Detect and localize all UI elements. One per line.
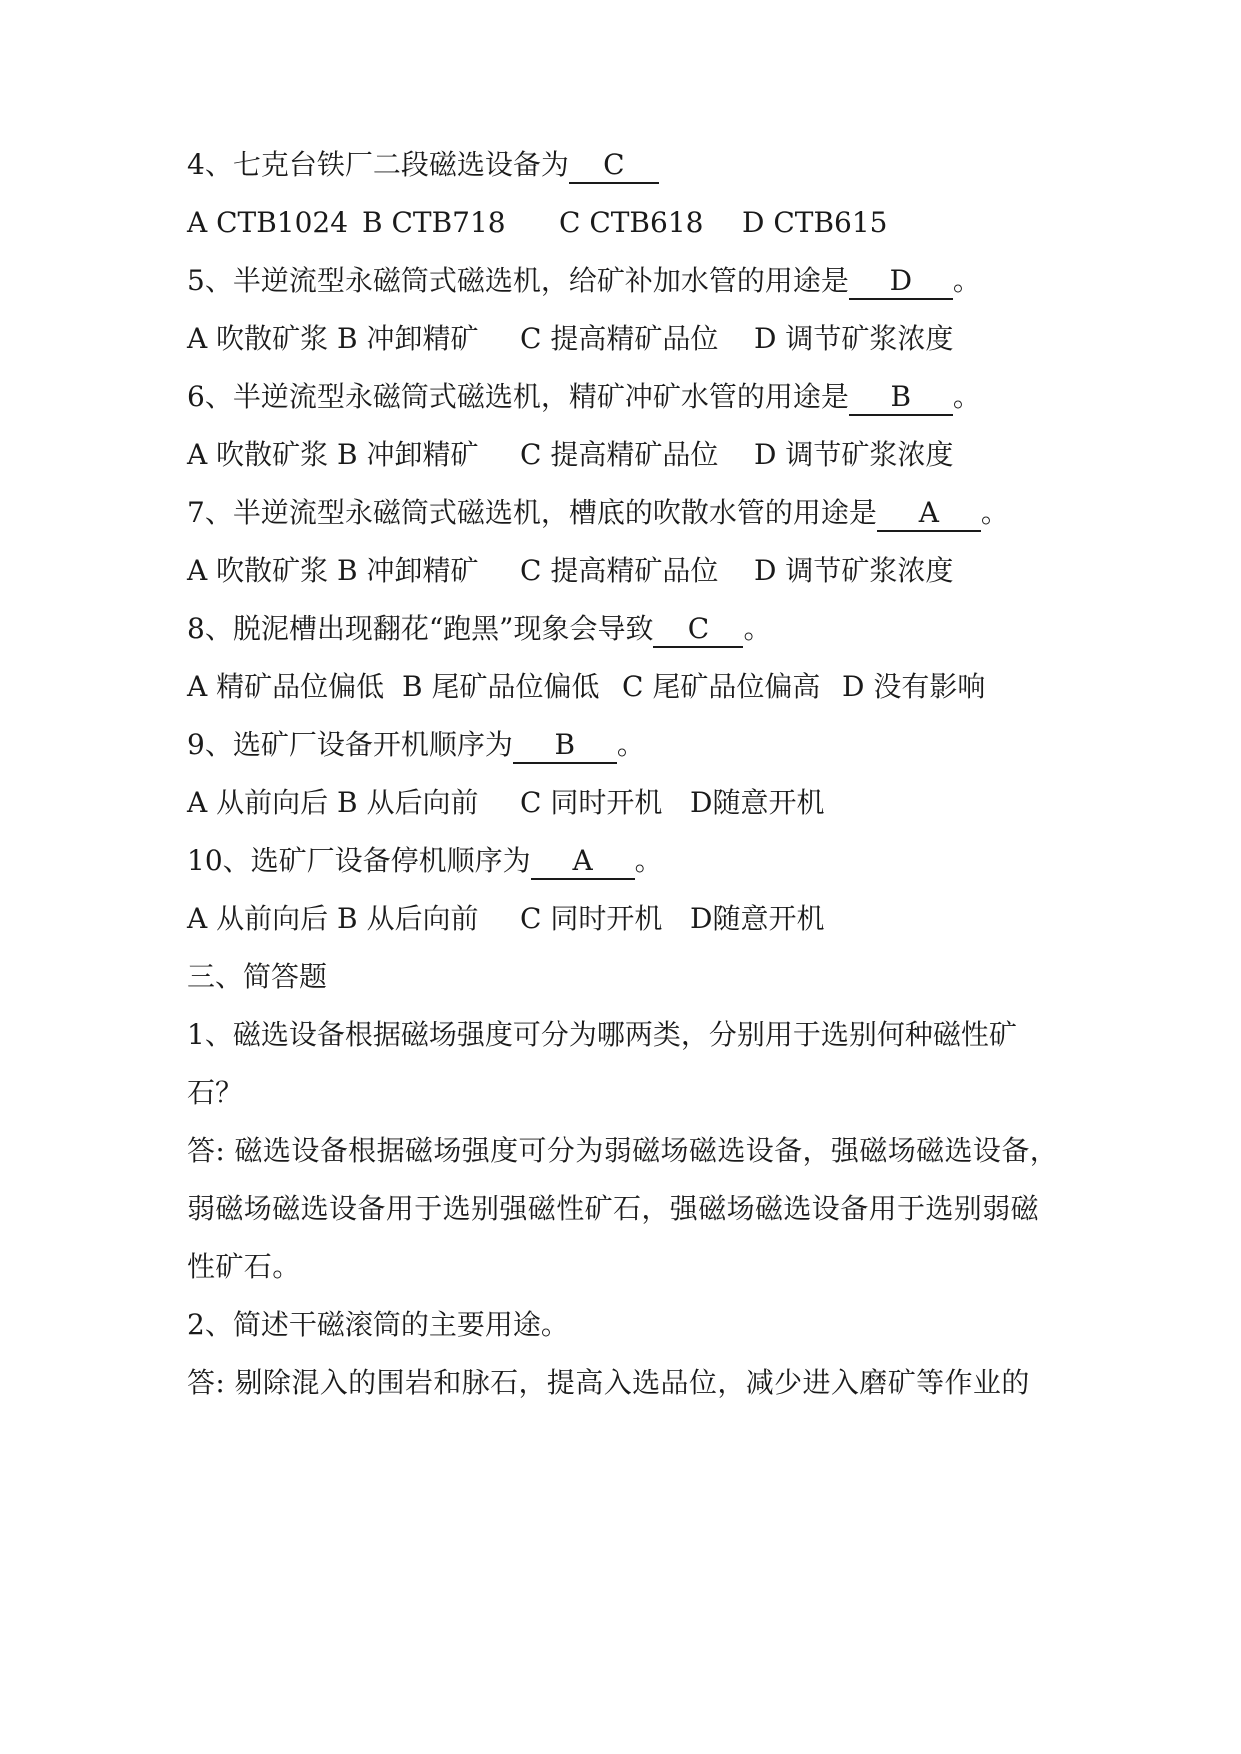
option-d: D CTB615 xyxy=(742,206,888,239)
short-answer-1-line-1: 答: 磁选设备根据磁场强度可分为弱磁场磁选设备，强磁场磁选设备， xyxy=(187,1134,1059,1167)
option-c: C 同时开机 xyxy=(520,786,663,819)
option-b: B 冲卸精矿 xyxy=(337,554,479,587)
option-a: A 精矿品位偏低 xyxy=(187,670,385,703)
answer-blank: D xyxy=(849,266,953,300)
option-b: B 冲卸精矿 xyxy=(337,438,479,471)
option-c: C 尾矿品位偏高 xyxy=(622,670,821,703)
answer-blank: A xyxy=(877,498,981,532)
question-suffix: 。 xyxy=(952,380,981,413)
question-9-stem xyxy=(187,725,1067,765)
question-number: 5、 xyxy=(187,264,233,297)
option-d: D 调节矿浆浓度 xyxy=(754,438,954,471)
short-answer-2-line-1: 答: 剔除混入的围岩和脉石，提高入选品位，减少进入磨矿等作业的 xyxy=(187,1366,1030,1399)
option-c: C 提高精矿品位 xyxy=(520,438,719,471)
short-answer-1-line-3: 性矿石。 xyxy=(187,1250,301,1283)
question-text: 七克台铁厂二段磁选设备为 xyxy=(232,148,569,181)
question-number: 8、 xyxy=(187,612,233,645)
question-text: 选矿厂设备停机顺序为 xyxy=(250,844,531,877)
short-answer-1-line-2: 弱磁场磁选设备用于选别强磁性矿石，强磁场磁选设备用于选别弱磁 xyxy=(187,1192,1040,1225)
option-b: B 从后向前 xyxy=(337,902,479,935)
question-suffix: 。 xyxy=(980,496,1009,529)
section-title: 三、简答题 xyxy=(187,960,328,993)
option-a: A CTB1024 xyxy=(187,206,349,239)
short-question-2-line-1: 2、简述干磁滚筒的主要用途。 xyxy=(187,1308,569,1341)
question-number: 9、 xyxy=(187,728,233,761)
answer-blank: B xyxy=(849,382,953,416)
question-text: 半逆流型永磁筒式磁选机，给矿补加水管的用途是 xyxy=(232,264,849,297)
option-a: A 吹散矿浆 xyxy=(187,322,329,355)
answer-blank: C xyxy=(569,150,659,184)
option-d: D 调节矿浆浓度 xyxy=(754,554,954,587)
question-6-stem xyxy=(187,377,1067,417)
question-7-stem xyxy=(187,493,1067,533)
option-b: B 从后向前 xyxy=(337,786,479,819)
question-text: 选矿厂设备开机顺序为 xyxy=(232,728,513,761)
option-c: C 同时开机 xyxy=(520,902,663,935)
question-10-stem xyxy=(187,841,1067,881)
question-text: 半逆流型永磁筒式磁选机，精矿冲矿水管的用途是 xyxy=(232,380,849,413)
option-d: D随意开机 xyxy=(690,902,825,935)
option-b: B 冲卸精矿 xyxy=(337,322,479,355)
option-a: A 从前向后 xyxy=(187,902,329,935)
short-question-1-line-2: 石？ xyxy=(187,1076,244,1109)
option-a: A 从前向后 xyxy=(187,786,329,819)
option-d: D随意开机 xyxy=(690,786,825,819)
question-suffix: 。 xyxy=(743,612,772,645)
question-5-stem xyxy=(187,261,1067,301)
question-4-stem xyxy=(187,145,1067,185)
answer-blank: C xyxy=(653,614,743,648)
question-text: 半逆流型永磁筒式磁选机，槽底的吹散水管的用途是 xyxy=(232,496,877,529)
answer-blank: A xyxy=(531,846,635,880)
question-8-stem xyxy=(187,609,1067,649)
answer-blank: B xyxy=(513,730,617,764)
question-number: 4、 xyxy=(187,148,233,181)
option-a: A 吹散矿浆 xyxy=(187,554,329,587)
question-number: 7、 xyxy=(187,496,233,529)
question-number: 6、 xyxy=(187,380,233,413)
question-text: 脱泥槽出现翻花“跑黑”现象会导致 xyxy=(232,612,654,645)
option-c: C 提高精矿品位 xyxy=(520,322,719,355)
question-suffix: 。 xyxy=(634,844,663,877)
option-d: D 调节矿浆浓度 xyxy=(754,322,954,355)
option-b: B CTB718 xyxy=(362,206,506,239)
question-suffix: 。 xyxy=(952,264,981,297)
option-d: D 没有影响 xyxy=(842,670,986,703)
question-number: 10、 xyxy=(187,844,251,877)
short-question-1-line-1: 1、磁选设备根据磁场强度可分为哪两类，分别用于选别何种磁性矿 xyxy=(187,1018,1017,1051)
option-b: B 尾矿品位偏低 xyxy=(402,670,600,703)
question-suffix: 。 xyxy=(616,728,645,761)
option-a: A 吹散矿浆 xyxy=(187,438,329,471)
option-c: C 提高精矿品位 xyxy=(520,554,719,587)
option-c: C CTB618 xyxy=(559,206,704,239)
